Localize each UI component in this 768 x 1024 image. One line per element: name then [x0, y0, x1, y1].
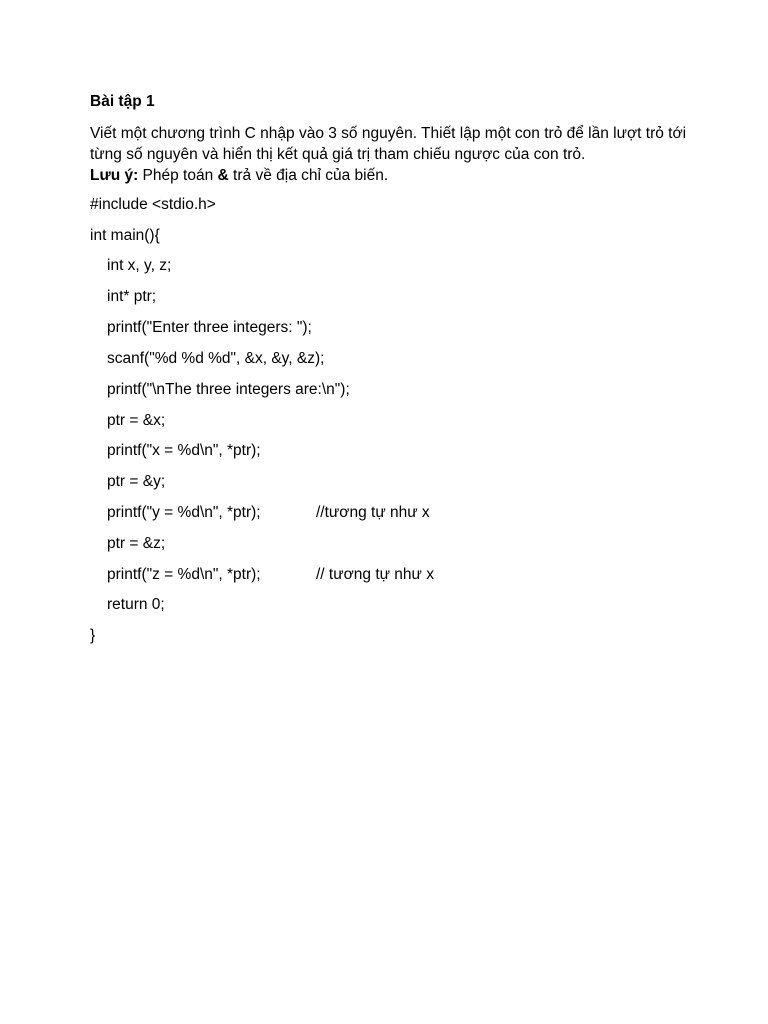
code-line-assign-y: ptr = &y; [107, 473, 166, 490]
exercise-description [90, 123, 690, 186]
code-line-assign-z: ptr = &z; [107, 535, 166, 552]
note-text-before: Phép toán [138, 167, 218, 184]
code-line-printf-y: printf("y = %d\n", *ptr); [107, 504, 261, 521]
code-line-scanf: scanf("%d %d %d", &x, &y, &z); [107, 350, 325, 367]
description-line-1: Viết một chương trình C nhập vào 3 số nguyên. Thiết lập một con trỏ để lần lượt trỏ tới [90, 125, 687, 142]
code-line-main-open: int main(){ [90, 227, 160, 244]
exercise-title: Bài tập 1 [90, 93, 155, 110]
code-comment-y: //tương tự như x [316, 504, 430, 521]
code-line-printf-prompt: printf("Enter three integers: "); [107, 319, 312, 336]
code-line-printf-header: printf("\nThe three integers are:\n"); [107, 381, 350, 398]
note-label: Lưu ý: [90, 167, 139, 184]
code-line-printf-z: printf("z = %d\n", *ptr); [107, 566, 261, 583]
code-line-main-close: } [90, 627, 96, 644]
code-line-assign-x: ptr = &x; [107, 412, 166, 429]
code-line-return: return 0; [107, 596, 165, 613]
note-text-after: trả về địa chỉ của biến. [228, 167, 389, 184]
note-operator: & [217, 167, 229, 184]
code-comment-z: // tương tự như x [316, 566, 434, 583]
code-line-printf-x: printf("x = %d\n", *ptr); [107, 442, 261, 459]
code-line-decl-vars: int x, y, z; [107, 257, 172, 274]
code-line-include: #include <stdio.h> [90, 196, 216, 213]
code-line-decl-ptr: int* ptr; [107, 288, 157, 305]
description-line-2: từng số nguyên và hiển thị kết quả giá trị tham chiếu ngược của con trỏ. [90, 146, 586, 163]
